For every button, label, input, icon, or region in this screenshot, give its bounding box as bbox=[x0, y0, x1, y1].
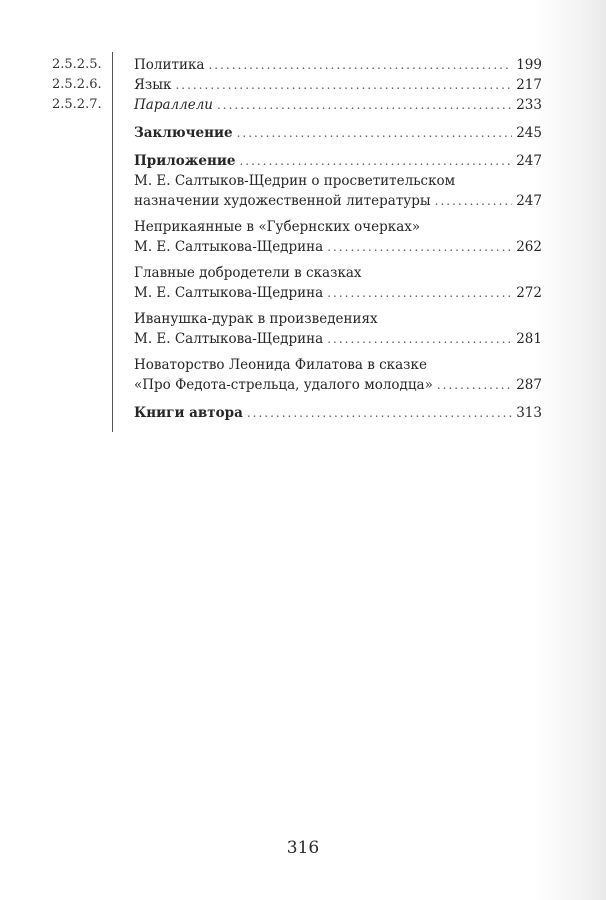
toc-title: Параллели bbox=[134, 97, 213, 113]
toc-page: 199 bbox=[516, 57, 542, 73]
toc-entry bbox=[134, 375, 542, 395]
toc-page: 233 bbox=[516, 97, 542, 113]
toc-entry bbox=[134, 191, 542, 211]
toc-page: 313 bbox=[516, 405, 542, 421]
dot-leader bbox=[327, 237, 512, 257]
toc-title: «Про Федота-стрельца, удалого молодца» bbox=[134, 377, 433, 393]
page-number: 316 bbox=[286, 838, 320, 858]
section-number: 2.5.2.6. bbox=[52, 77, 102, 92]
toc-page: 247 bbox=[516, 193, 542, 209]
toc-entry bbox=[134, 75, 542, 95]
toc-title: М. Е. Салтыкова-Щедрина bbox=[134, 239, 324, 255]
dot-leader bbox=[435, 191, 513, 211]
toc-entry bbox=[134, 123, 542, 143]
section-number-column bbox=[52, 55, 112, 115]
toc-entry bbox=[134, 95, 542, 115]
toc-title: Политика bbox=[134, 57, 205, 73]
dot-leader bbox=[239, 151, 512, 171]
toc-title-line: Неприкаянные в «Губернских очерках» bbox=[134, 219, 421, 235]
toc-title-line: М. Е. Салтыков-Щедрин о просветительском bbox=[134, 173, 456, 189]
dot-leader bbox=[327, 283, 512, 303]
table-of-contents bbox=[134, 55, 542, 423]
dot-leader bbox=[247, 403, 512, 423]
toc-title: Заключение bbox=[134, 125, 233, 141]
toc-title-line: Иванушка-дурак в произведениях bbox=[134, 311, 378, 327]
dot-leader bbox=[217, 95, 512, 115]
toc-page: 272 bbox=[516, 285, 542, 301]
toc-title: М. Е. Салтыкова-Щедрина bbox=[134, 285, 324, 301]
toc-title-line: Новаторство Леонида Филатова в сказке bbox=[134, 357, 427, 373]
toc-page: 245 bbox=[516, 125, 542, 141]
toc-page: 287 bbox=[516, 377, 542, 393]
toc-entry bbox=[134, 237, 542, 257]
toc-page: 247 bbox=[516, 153, 542, 169]
toc-page: 262 bbox=[516, 239, 542, 255]
dot-leader bbox=[208, 55, 512, 75]
dot-leader bbox=[175, 75, 512, 95]
toc-title: М. Е. Салтыкова-Щедрина bbox=[134, 331, 324, 347]
toc-title: Книги автора bbox=[134, 405, 243, 421]
toc-title: Язык bbox=[134, 77, 172, 93]
toc-page: 217 bbox=[516, 77, 542, 93]
toc-title: Приложение bbox=[134, 153, 236, 169]
divider-line bbox=[112, 52, 113, 432]
section-number: 2.5.2.5. bbox=[52, 57, 102, 72]
dot-leader bbox=[327, 329, 512, 349]
toc-entry bbox=[134, 403, 542, 423]
section-number: 2.5.2.7. bbox=[52, 97, 102, 112]
dot-leader bbox=[437, 375, 512, 395]
toc-entry bbox=[134, 329, 542, 349]
toc-title: назначении художественной литературы bbox=[134, 193, 431, 209]
toc-entry bbox=[134, 55, 542, 75]
dot-leader bbox=[237, 123, 513, 143]
toc-title-line: Главные добродетели в сказках bbox=[134, 265, 362, 281]
toc-entry bbox=[134, 283, 542, 303]
toc-page: 281 bbox=[516, 331, 542, 347]
toc-entry bbox=[134, 151, 542, 171]
